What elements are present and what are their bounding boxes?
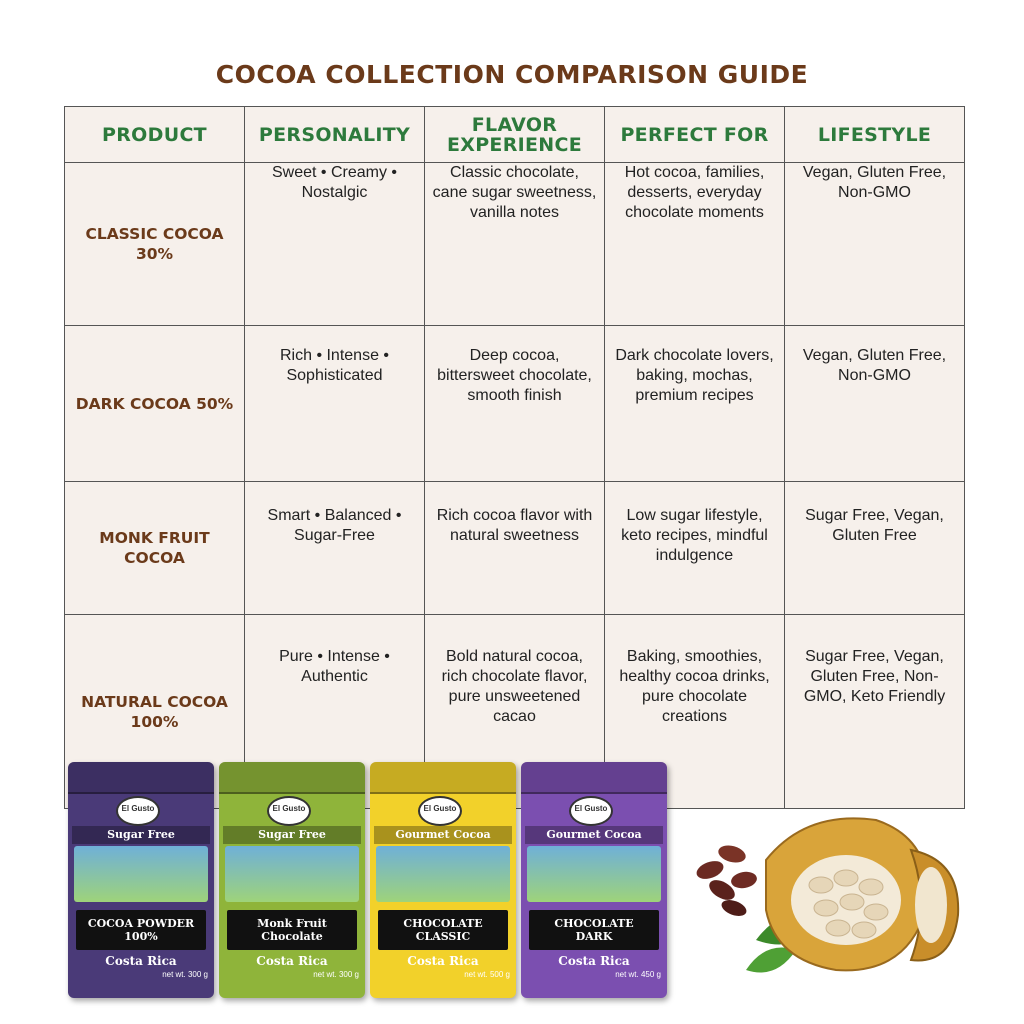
tin-weight: net wt. 500 g: [464, 970, 510, 979]
perfect-for-cell: Hot cocoa, families, desserts, everyday chocolate moments: [605, 163, 785, 326]
table-row: [65, 163, 965, 326]
rainforest-illustration: [74, 846, 208, 902]
brand-logo: El Gusto: [267, 796, 311, 826]
comparison-table: [64, 106, 965, 809]
tin-dark-cocoa: [521, 762, 667, 998]
tin-lid: [521, 762, 667, 794]
tin-lid: [370, 762, 516, 794]
cacao-pod-open: [766, 818, 927, 970]
table-row: [65, 482, 965, 615]
tin-natural-cocoa: [68, 762, 214, 998]
tin-origin: Costa Rica: [407, 954, 479, 968]
header-lifestyle: LIFESTYLE: [785, 107, 965, 163]
cacao-beans: [694, 843, 758, 919]
cacao-pod-half: [911, 850, 958, 960]
lifestyle-cell: Vegan, Gluten Free, Non-GMO: [785, 326, 965, 482]
tin-monk-fruit: [219, 762, 365, 998]
tin-lid: [219, 762, 365, 794]
tin-classic-cocoa: [370, 762, 516, 998]
tin-band: Gourmet Cocoa: [525, 826, 663, 844]
product-name: MONK FRUIT COCOA: [65, 482, 245, 615]
perfect-for-cell: Low sugar lifestyle, keto recipes, mindful indulgence: [605, 482, 785, 615]
lifestyle-cell: Vegan, Gluten Free, Non-GMO: [785, 163, 965, 326]
flavor-cell: Bold natural cocoa, rich chocolate flavor, pure unsweetened cacao: [425, 615, 605, 809]
tin-product-name: CHOCOLATE DARK: [529, 910, 659, 950]
personality-cell: Smart • Balanced • Sugar-Free: [245, 482, 425, 615]
product-name: CLASSIC COCOA 30%: [65, 163, 245, 326]
brand-logo: El Gusto: [569, 796, 613, 826]
perfect-for-cell: Baking, smoothies, healthy cocoa drinks, pure chocolate creations: [605, 615, 785, 809]
personality-cell: Rich • Intense • Sophisticated: [245, 326, 425, 482]
tin-origin: Costa Rica: [558, 954, 630, 968]
table-row: [65, 326, 965, 482]
tin-band: Gourmet Cocoa: [374, 826, 512, 844]
tin-product-name: COCOA POWDER 100%: [76, 910, 206, 950]
cacao-pod-image: [686, 790, 966, 990]
rainforest-illustration: [376, 846, 510, 902]
rainforest-illustration: [527, 846, 661, 902]
perfect-for-cell: Dark chocolate lovers, baking, mochas, premium recipes: [605, 326, 785, 482]
flavor-cell: Classic chocolate, cane sugar sweetness, vanilla notes: [425, 163, 605, 326]
page-title: COCOA COLLECTION COMPARISON GUIDE: [215, 60, 809, 89]
flavor-cell: Rich cocoa flavor with natural sweetness: [425, 482, 605, 615]
personality-cell: Sweet • Creamy • Nostalgic: [245, 163, 425, 326]
tin-lid: [68, 762, 214, 794]
lifestyle-cell: Sugar Free, Vegan, Gluten Free: [785, 482, 965, 615]
product-tins: [68, 762, 668, 1002]
tin-origin: Costa Rica: [105, 954, 177, 968]
tin-weight: net wt. 450 g: [615, 970, 661, 979]
lifestyle-cell: Sugar Free, Vegan, Gluten Free, Non-GMO, Keto Friendly: [785, 615, 965, 809]
product-name: NATURAL COCOA 100%: [65, 615, 245, 809]
personality-cell: Pure • Intense • Authentic: [245, 615, 425, 809]
rainforest-illustration: [225, 846, 359, 902]
tin-band: Sugar Free: [223, 826, 361, 844]
tin-product-name: Monk Fruit Chocolate: [227, 910, 357, 950]
header-product: PRODUCT: [65, 107, 245, 163]
brand-logo: El Gusto: [116, 796, 160, 826]
tin-weight: net wt. 300 g: [162, 970, 208, 979]
tin-band: Sugar Free: [72, 826, 210, 844]
tin-origin: Costa Rica: [256, 954, 328, 968]
header-personality: PERSONALITY: [245, 107, 425, 163]
flavor-cell: Deep cocoa, bittersweet chocolate, smooth finish: [425, 326, 605, 482]
tin-product-name: CHOCOLATE CLASSIC: [378, 910, 508, 950]
table-header-row: [65, 107, 965, 163]
header-flavor-experience: FLAVOR EXPERIENCE: [425, 107, 605, 163]
tin-weight: net wt. 300 g: [313, 970, 359, 979]
product-name: DARK COCOA 50%: [65, 326, 245, 482]
header-perfect-for: PERFECT FOR: [605, 107, 785, 163]
brand-logo: El Gusto: [418, 796, 462, 826]
